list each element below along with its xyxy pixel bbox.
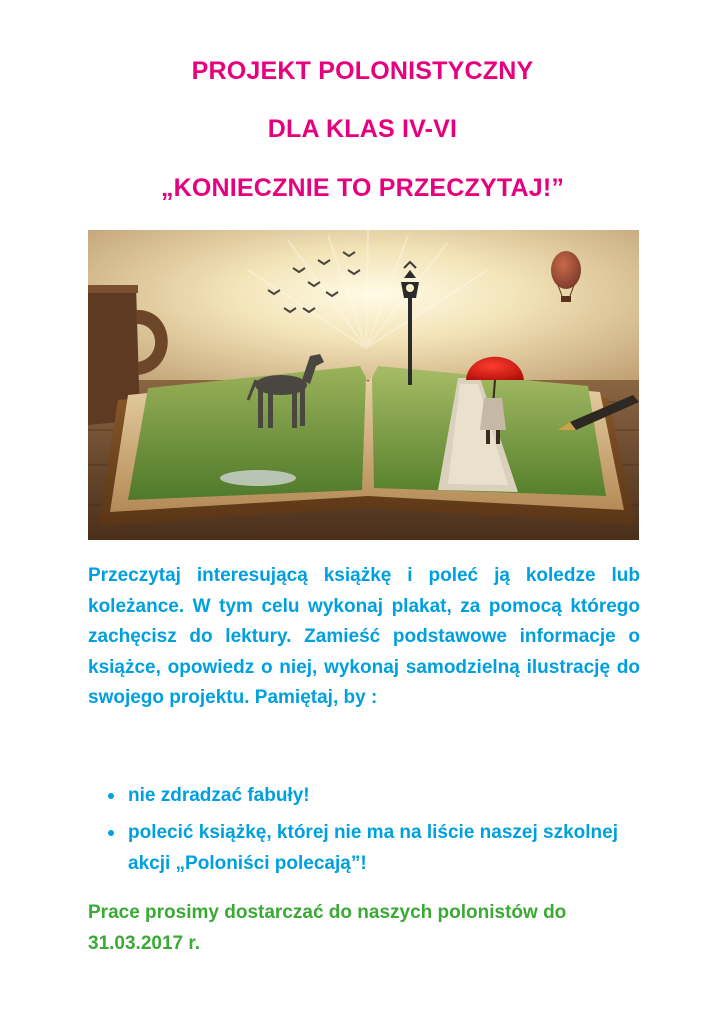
book-illustration [88, 230, 639, 540]
title-line-1: PROJEKT POLONISTYCZNY [191, 57, 534, 85]
title-line-3: „KONIECZNIE TO PRZECZYTAJ!” [160, 174, 565, 202]
deadline-note: Prace prosimy dostarczać do naszych polonistów do 31.03.2017 r. [88, 902, 567, 954]
bullet-text: nie zdradzać fabuły! [128, 785, 310, 806]
book-illustration-svg [88, 230, 639, 540]
puddle [220, 470, 296, 486]
bullet-icon [108, 830, 114, 836]
title-line-2: DLA KLAS IV-VI [267, 115, 458, 143]
instruction-bullet-list [88, 780, 648, 879]
bullet-text: polecić książkę, której nie ma na liście naszej szkolnej akcji „Poloniści polecają”! [128, 822, 619, 874]
bullet-icon [108, 793, 114, 799]
instruction-paragraph: Przeczytaj interesującą książkę i poleć ją koledze lub koleżance. W tym celu wykonaj plakat, za pomocą którego zachęcisz do lektury. Zamieść podstawowe informacje o książce, opowiedz o niej, wykonaj samodzielną ilustrację do swojego projektu. Pamiętaj, by : [88, 565, 640, 709]
list-item [88, 780, 648, 811]
list-item [88, 817, 648, 879]
